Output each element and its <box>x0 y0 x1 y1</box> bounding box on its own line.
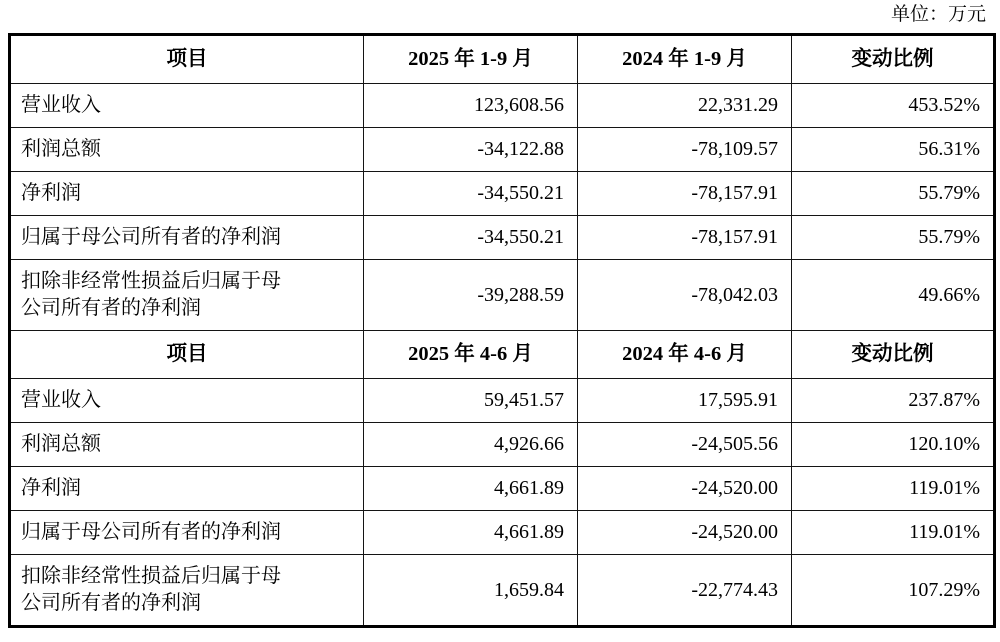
table-row <box>10 172 995 216</box>
value-2024: 17,595.91 <box>578 379 792 423</box>
row-label-text: 扣除非经常性损益后归属于母公司所有者的净利润 <box>21 565 281 614</box>
table-row <box>10 216 995 260</box>
value-2024: -24,520.00 <box>578 511 792 555</box>
value-2025: 4,926.66 <box>364 423 578 467</box>
row-label: 归属于母公司所有者的净利润 <box>10 216 364 260</box>
change-ratio: 49.66% <box>792 260 995 331</box>
column-header-2024-4-6: 2024 年 4-6 月 <box>578 331 792 379</box>
value-2024: 22,331.29 <box>578 84 792 128</box>
column-header-item: 项目 <box>10 35 364 84</box>
value-2024: -78,042.03 <box>578 260 792 331</box>
column-header-change: 变动比例 <box>792 331 995 379</box>
value-2025: -39,288.59 <box>364 260 578 331</box>
table-row <box>10 84 995 128</box>
change-ratio: 120.10% <box>792 423 995 467</box>
change-ratio: 237.87% <box>792 379 995 423</box>
table-row <box>10 555 995 627</box>
row-label <box>10 555 364 627</box>
change-ratio: 107.29% <box>792 555 995 627</box>
table-row <box>10 260 995 331</box>
change-ratio: 55.79% <box>792 172 995 216</box>
section2-header-row <box>10 331 995 379</box>
change-ratio: 56.31% <box>792 128 995 172</box>
table-row <box>10 423 995 467</box>
value-2025: 4,661.89 <box>364 467 578 511</box>
value-2025: -34,122.88 <box>364 128 578 172</box>
column-header-2024-1-9: 2024 年 1-9 月 <box>578 35 792 84</box>
row-label-text: 扣除非经常性损益后归属于母公司所有者的净利润 <box>21 270 281 319</box>
value-2024: -78,157.91 <box>578 216 792 260</box>
table-row <box>10 511 995 555</box>
change-ratio: 119.01% <box>792 511 995 555</box>
change-ratio: 453.52% <box>792 84 995 128</box>
row-label: 净利润 <box>10 172 364 216</box>
change-ratio: 55.79% <box>792 216 995 260</box>
column-header-2025-1-9: 2025 年 1-9 月 <box>364 35 578 84</box>
value-2024: -22,774.43 <box>578 555 792 627</box>
row-label: 营业收入 <box>10 379 364 423</box>
row-label: 利润总额 <box>10 423 364 467</box>
row-label <box>10 260 364 331</box>
table-row <box>10 467 995 511</box>
change-ratio: 119.01% <box>792 467 995 511</box>
row-label: 归属于母公司所有者的净利润 <box>10 511 364 555</box>
value-2025: 4,661.89 <box>364 511 578 555</box>
section1-header-row <box>10 35 995 84</box>
column-header-change: 变动比例 <box>792 35 995 84</box>
value-2025: -34,550.21 <box>364 172 578 216</box>
financial-comparison-table <box>8 33 996 628</box>
value-2025: 1,659.84 <box>364 555 578 627</box>
column-header-2025-4-6: 2025 年 4-6 月 <box>364 331 578 379</box>
row-label: 净利润 <box>10 467 364 511</box>
value-2024: -78,109.57 <box>578 128 792 172</box>
value-2024: -78,157.91 <box>578 172 792 216</box>
unit-label: 单位：万元 <box>890 4 986 25</box>
value-2025: -34,550.21 <box>364 216 578 260</box>
row-label: 利润总额 <box>10 128 364 172</box>
table-row <box>10 379 995 423</box>
row-label: 营业收入 <box>10 84 364 128</box>
column-header-item: 项目 <box>10 331 364 379</box>
value-2025: 59,451.57 <box>364 379 578 423</box>
value-2024: -24,520.00 <box>578 467 792 511</box>
value-2025: 123,608.56 <box>364 84 578 128</box>
value-2024: -24,505.56 <box>578 423 792 467</box>
table-row <box>10 128 995 172</box>
